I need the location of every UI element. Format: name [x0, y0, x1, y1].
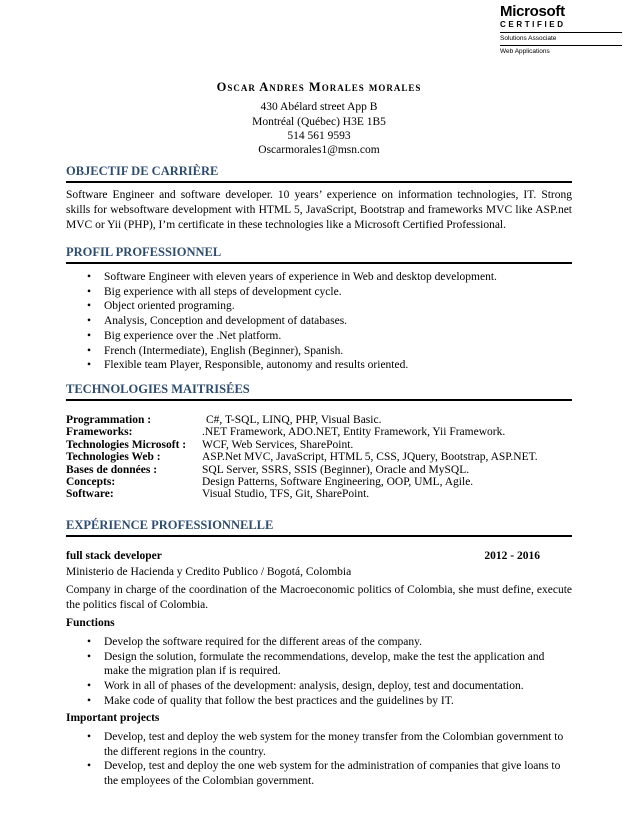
- section-title-profil: PROFIL PROFESSIONNEL: [66, 245, 572, 264]
- email[interactable]: Oscarmorales1@msn.com: [258, 144, 380, 156]
- functions-heading: Functions: [66, 617, 115, 629]
- job-dates: 2012 - 2016: [484, 550, 540, 562]
- candidate-name: Oscar Andres Morales morales: [216, 80, 422, 94]
- technologies-table: [66, 414, 572, 501]
- tech-value: Visual Studio, TFS, Git, SharePoint.: [202, 488, 370, 501]
- logo-line1: Solutions Associate: [500, 35, 557, 42]
- list-item: • Big experience over the .Net platform.: [104, 329, 572, 344]
- tech-key: Frameworks:: [66, 426, 133, 439]
- table-row: [66, 439, 572, 451]
- list-item: • Develop the software required for the different areas of the company.: [104, 635, 572, 650]
- table-row: [66, 414, 572, 426]
- tech-value: ASP.Net MVC, JavaScript, HTML 5, CSS, JQuery, Bootstrap, ASP.NET.: [202, 451, 538, 464]
- employer: Ministerio de Hacienda y Credito Publico / Bogotá, Colombia: [66, 566, 352, 578]
- list-item: • Software Engineer with eleven years of experience in Web and desktop development.: [104, 270, 572, 285]
- section-title-technologies: TECHNOLOGIES MAITRISÉES: [66, 382, 572, 401]
- microsoft-certified-logo: [500, 4, 622, 56]
- tech-value: SQL Server, SSRS, SSIS (Beginner), Oracle and MySQL.: [202, 463, 470, 476]
- logo-brand: Microsoft: [500, 3, 565, 20]
- table-row: [66, 451, 572, 463]
- list-item: • Make code of quality that follow the best practices and the guidelines by IT.: [104, 694, 572, 709]
- table-row: [66, 488, 572, 500]
- section-title-experience: EXPÉRIENCE PROFESSIONNELLE: [66, 518, 572, 537]
- list-item: • Big experience with all steps of development cycle.: [104, 285, 572, 300]
- tech-key: Concepts:: [66, 476, 116, 489]
- job-header: [66, 550, 540, 562]
- list-item: • Analysis, Conception and development of databases.: [104, 314, 572, 329]
- tech-key: Programmation :: [66, 414, 152, 426]
- tech-value: WCF, Web Services, SharePoint.: [202, 438, 354, 451]
- tech-value: C#, T-SQL, LINQ, PHP, Visual Basic.: [206, 414, 382, 426]
- phone: 514 561 9593: [287, 130, 351, 142]
- projects-heading: Important projects: [66, 712, 160, 724]
- functions-list: [66, 635, 572, 709]
- tech-key: Technologies Web :: [66, 451, 161, 464]
- address: 430 Abélard street App B: [260, 101, 378, 113]
- profil-list: [66, 270, 572, 373]
- list-item: • French (Intermediate), English (Beginner), Spanish.: [104, 344, 572, 359]
- list-item: • Design the solution, formulate the recommendations, develop, make the test the application and make the migration plan if is required.: [104, 650, 572, 679]
- tech-value: Design Patterns, Software Engineering, OOP, UML, Agile.: [202, 476, 474, 489]
- projects-list: [66, 730, 572, 789]
- list-item: • Flexible team Player, Responsible, autonomy and results oriented.: [104, 358, 572, 373]
- logo-divider: [500, 45, 622, 46]
- tech-key: Technologies Microsoft :: [66, 438, 187, 451]
- job-description: Company in charge of the coordination of the Macroeconomic politics of Colombia, she must define, execute the politics fiscal of Colombia.: [66, 584, 572, 611]
- logo-divider: [500, 32, 622, 33]
- logo-line2: Web Applications: [500, 48, 550, 55]
- logo-certified: CERTIFIED: [500, 20, 566, 29]
- table-row: [66, 476, 572, 488]
- table-row: [66, 426, 572, 438]
- list-item: • Object oriented programing.: [104, 299, 572, 314]
- list-item: • Develop, test and deploy the one web system for the administration of companies that give loans to the employees of the Colombian government.: [104, 759, 572, 788]
- list-item: • Work in all of phases of the development: analysis, design, deploy, test and documentation.: [104, 679, 572, 694]
- tech-key: Software:: [66, 488, 114, 501]
- section-title-objectif: OBJECTIF DE CARRIÈRE: [66, 164, 572, 183]
- job-title: full stack developer: [66, 550, 162, 562]
- tech-value: .NET Framework, ADO.NET, Entity Framework, Yii Framework.: [202, 426, 506, 439]
- list-item: • Develop, test and deploy the web system for the money transfer from the Colombian government to the different regions in the country.: [104, 730, 572, 759]
- tech-key: Bases de données :: [66, 463, 158, 476]
- city: Montréal (Québec) H3E 1B5: [252, 116, 386, 128]
- objectif-text: Software Engineer and software developer. 10 years’ experience on information technologies, IT. Strong skills for websoftware development with HTML 5, JavaScript, Bootstrap and frameworks MVC like ASP.net MVC or Yii (PHP), I’m certificate in these technologies like a Microsoft Certified Professional.: [66, 189, 572, 231]
- table-row: [66, 464, 572, 476]
